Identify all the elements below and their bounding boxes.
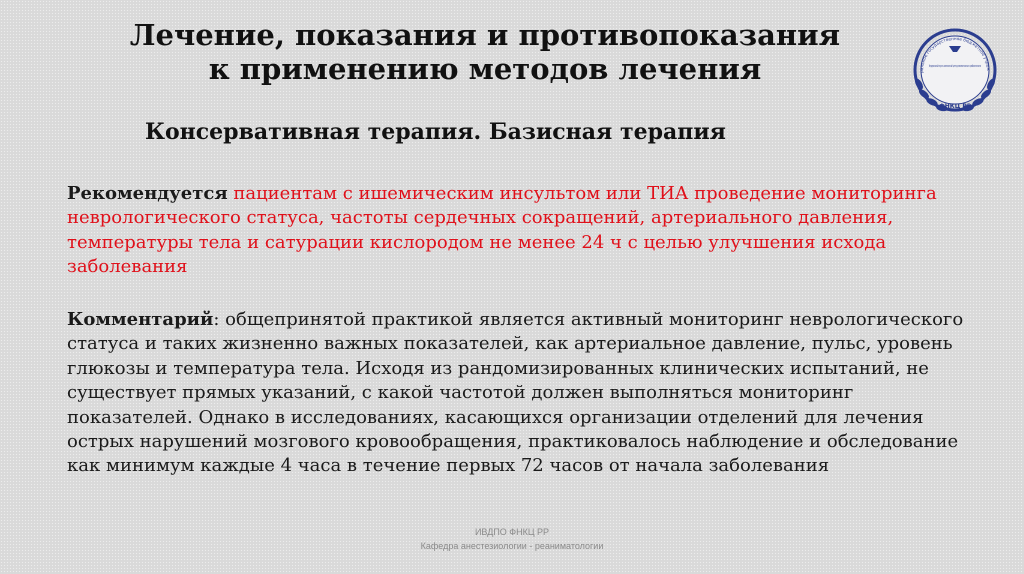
title-line-2: к применению методов лечения (208, 52, 762, 86)
logo-center-text: Федеральный научно-клинический центр реаниматологии и реабилитологии (929, 64, 982, 68)
footer-institution: ИВДПО ФНКЦ РР (474, 527, 550, 537)
emblem-icon (905, 22, 1005, 122)
recommendation-paragraph (67, 182, 967, 280)
comment-text: : общепринятой практикой является активный мониторинг неврологического статуса и таких жизненно важных показателей, как артериальное давление, пульс, уровень глюкозы и температура тела. Исходя из рандомизированных клинических испытаний, не существует прямых указаний, с какой частотой должен выполняться мониторинг показателей. Однако в исследованиях, касающихся организации отделений для лечения острых нарушений мозгового кровообращения, практиковалось наблюдение и обследование как минимум каждые 4 часа в течение первых 72 часов от начала заболевания (67, 309, 964, 477)
recommendation-text: пациентам с ишемическим инсультом или ТИА проведение мониторинга неврологического статуса, частоты сердечных сокращений, артериального давления, температуры тела и сатурации кислородом не менее 24 ч с целью улучшения исхода заболевания (67, 183, 937, 278)
slide-subtitle: Консервативная терапия. Базисная терапия (145, 119, 726, 145)
title-line-1: Лечение, показания и противопоказания (129, 18, 841, 52)
svg-text:Федеральное государственное бю: ральное государственное бюджетное учреж (918, 35, 992, 73)
comment-paragraph (67, 308, 967, 479)
footer-department: Кафедра анестезиологии - реаниматологии (420, 541, 604, 551)
slide-title (60, 18, 910, 86)
recommendation-label: Рекомендуется (67, 183, 228, 204)
fnkc-logo (905, 22, 1005, 122)
logo-abbrev: ФНКЦ РР (938, 103, 972, 110)
comment-label: Комментарий (67, 309, 214, 330)
